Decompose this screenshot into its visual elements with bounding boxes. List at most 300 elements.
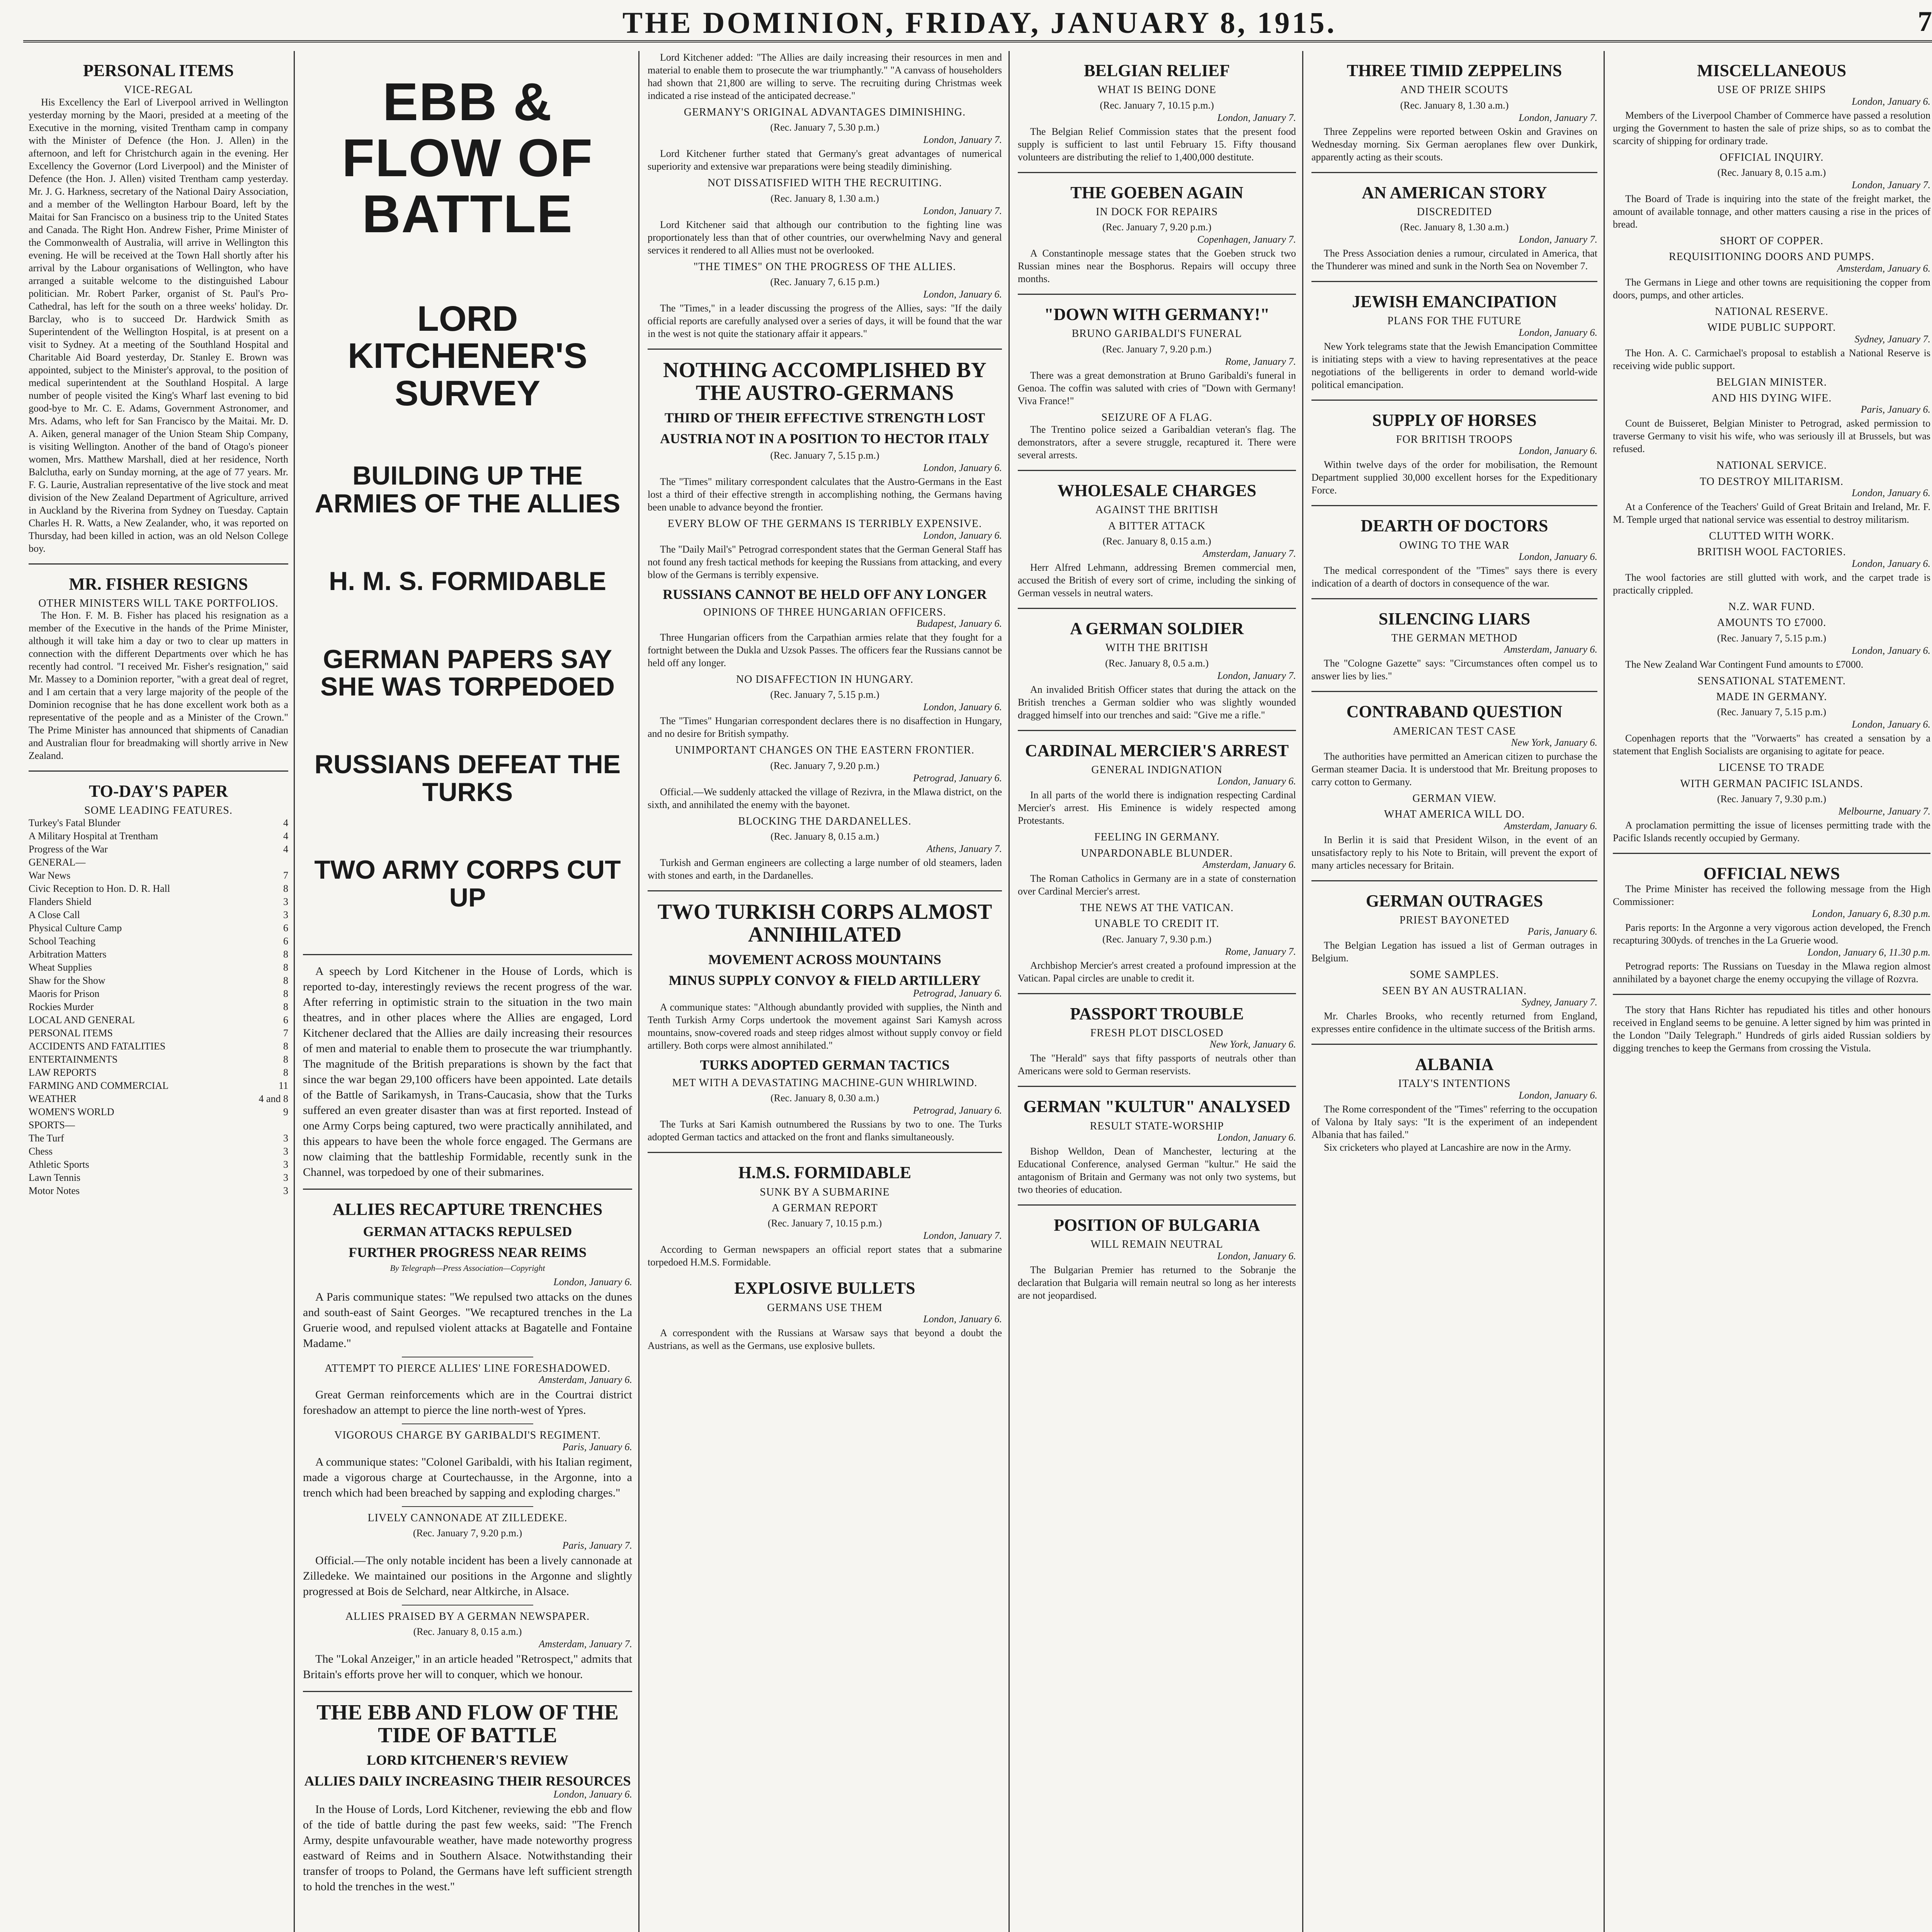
subhead: WHAT AMERICA WILL DO. [1384, 808, 1525, 821]
divider [1018, 730, 1296, 731]
contents-title: The Turf [29, 1132, 64, 1144]
subhead: GERMAN ATTACKS REPULSED [363, 1224, 572, 1240]
subhead: SEIZURE OF A FLAG. [1101, 411, 1213, 423]
dateline-place: London, January 7. [1519, 112, 1597, 123]
headline-building-armies: BUILDING UP THE ARMIES OF THE ALLIES [315, 461, 621, 518]
article-text: A communique states: "Colonel Garibaldi, with his Italian regiment, made a vigorous charge at Courtechausse, in the Argonne, into a trench which had been breached by sapping and exploding charges." [303, 1455, 632, 1499]
dateline-place: Rome, January 7. [1225, 946, 1296, 957]
headline: ALLIES PRAISED BY A GERMAN NEWSPAPER. [345, 1610, 590, 1622]
dateline-place: London, January 7. [1217, 112, 1296, 123]
contents-page: 8 [283, 1053, 288, 1065]
headline: GERMAN "KULTUR" ANALYSED [1023, 1097, 1291, 1116]
contents-row [29, 1171, 288, 1184]
article-text: The Trentino police seized a Garibaldian veteran's flag. The demonstrators, after a severe struggle, recaptured it. There were several arrests. [1018, 424, 1296, 461]
dateline-place: London, January 6. [1217, 1250, 1296, 1262]
article-text: Great German reinforcements which are in the Courtrai district foreshadow an attempt to pierce the line north-west of Ypres. [303, 1388, 632, 1417]
article-text: According to German newspapers an official report states that a submarine torpedoed H.M.S. Formidable. [648, 1244, 1002, 1268]
divider [1018, 608, 1296, 609]
dateline-place: London, January 6, 11.30 p.m. [1807, 947, 1930, 958]
headline: TURKS ADOPTED GERMAN TACTICS [700, 1057, 950, 1073]
subhead: MADE IN GERMANY. [1716, 691, 1827, 703]
divider [1018, 294, 1296, 295]
dateline-place: Sydney, January 7. [1521, 997, 1597, 1008]
divider [1018, 172, 1296, 173]
article-text: Official.—The only notable incident has been a lively cannonade at Zilledeke. We maintained our positions in the Argonne and slightly progressed at Bois de Selchard, near Altkirche, in Alsace. [303, 1554, 632, 1598]
contents-page: 6 [283, 1014, 288, 1026]
received-line: (Rec. January 8, 0.15 a.m.) [1102, 536, 1211, 547]
article-text: In all parts of the world there is indignation respecting Cardinal Mercier's arrest. His Eminence is widely respected among Protestants. [1018, 789, 1296, 827]
contents-row [29, 1066, 288, 1079]
headline: TWO TURKISH CORPS ALMOST ANNIHILATED [657, 900, 992, 947]
headline: CLUTTED WITH WORK. [1709, 530, 1835, 543]
article-text: The Rome correspondent of the "Times" referring to the occupation of Valona by Italy says: "It is the experiment of an independent Albania that has failed." [1311, 1103, 1597, 1140]
divider [1311, 880, 1597, 881]
contents-page: 8 [283, 948, 288, 960]
article-text: The "Times" military correspondent calculates that the Austro-Germans in the East lost a third of their effective strength in accomplishing nothing, the Germans having been unable to advance beyond the frontier. [648, 476, 1002, 513]
contents-page: 4 [283, 830, 288, 842]
contents-row [29, 1184, 288, 1197]
headline-official-news: OFFICIAL NEWS [1703, 864, 1840, 883]
received-line: (Rec. January 7, 9.20 p.m.) [1102, 343, 1212, 355]
headline: DEARTH OF DOCTORS [1361, 516, 1548, 536]
subhead-vice-regal: VICE-REGAL [124, 84, 193, 96]
headline: H.M.S. FORMIDABLE [738, 1163, 912, 1182]
contents-title: LAW REPORTS [29, 1066, 97, 1078]
article-text: The "Daily Mail's" Petrograd correspondent states that the German General Staff has not found any fresh tactical methods for keeping the Russians from attacking, and every blow of the Germans is terribly expensive. [648, 543, 1002, 580]
contents-page: 8 [283, 988, 288, 999]
contents-row [29, 961, 288, 974]
article-text: Petrograd reports: The Russians on Tuesday in the Mlawa region almost annihilated by a bayonet charge the enemy occupying the village of Rozvra. [1613, 961, 1930, 985]
contents-page: 3 [283, 1132, 288, 1144]
headline: PASSPORT TROUBLE [1070, 1004, 1244, 1023]
dateline-place: London, January 6. [1852, 719, 1930, 730]
contents-row [29, 895, 288, 908]
received-line: (Rec. January 7, 9.20 p.m.) [413, 1527, 522, 1539]
subhead: PRIEST BAYONETED [1399, 914, 1510, 927]
contents-row [29, 1145, 288, 1158]
dateline-place: New York, January 6. [1511, 737, 1597, 748]
headline: NOTHING ACCOMPLISHED BY THE AUSTRO-GERMANS [663, 358, 986, 405]
contents-title: Arbitration Matters [29, 948, 107, 960]
subhead: UNPARDONABLE BLUNDER. [1081, 847, 1233, 859]
headline: AN AMERICAN STORY [1362, 183, 1547, 202]
contents-page: 11 [278, 1080, 288, 1091]
subhead: OTHER MINISTERS WILL TAKE PORTFOLIOS. [38, 597, 279, 609]
divider [1613, 853, 1930, 854]
subhead: WITH THE BRITISH [1105, 642, 1208, 654]
contents-page: 8 [283, 961, 288, 973]
contents-row [29, 922, 288, 935]
headline: WHOLESALE CHARGES [1057, 481, 1257, 500]
contents-title: GENERAL— [29, 856, 86, 868]
headline: THE GOEBEN AGAIN [1070, 183, 1243, 202]
article-text: A correspondent with the Russians at Warsaw says that beyond a doubt the Austrians, as well as the Germans, use explosive bullets. [648, 1327, 1002, 1352]
article-text: Copenhagen reports that the "Vorwaerts" has created a sensation by a statement that English Socialists are organising to agitate for peace. [1613, 733, 1930, 757]
divider [402, 1506, 534, 1507]
dateline-place: London, January 7. [1519, 234, 1597, 245]
article-text: The wool factories are still glutted with work, and the carpet trade is practically crippled. [1613, 571, 1930, 596]
headline: ALLIES RECAPTURE TRENCHES [332, 1199, 603, 1219]
headline: LICENSE TO TRADE [1718, 762, 1825, 774]
headline: BLOCKING THE DARDANELLES. [738, 815, 912, 827]
dateline-place: Petrograd, January 6. [913, 1105, 1002, 1116]
subhead: GENERAL INDIGNATION [1091, 764, 1223, 776]
headline: BELGIAN MINISTER. [1716, 376, 1827, 388]
subhead: USE OF PRIZE SHIPS [1717, 84, 1826, 96]
contents-title: LOCAL AND GENERAL [29, 1014, 135, 1026]
contents-title: Rockies Murder [29, 1001, 94, 1012]
subhead: AND HIS DYING WIFE. [1711, 392, 1832, 404]
column-2 [298, 51, 638, 1932]
contents-title: A Close Call [29, 909, 80, 920]
masthead [23, 5, 1932, 43]
headline-russians-defeat-turks: RUSSIANS DEFEAT THE TURKS [314, 750, 621, 807]
contents-title: Lawn Tennis [29, 1172, 81, 1183]
subhead: OWING TO THE WAR [1399, 539, 1510, 551]
article-text: A communique states: "Although abundantly provided with supplies, the Ninth and Tenth Turkish Army Corps undertook the movement against Sari Kamysh across mountains, snow-covered roads and steep ridges almost without supply convoy or field artillery. Both corps were almost annihilated." [648, 1002, 1002, 1051]
subhead: IN DOCK FOR REPAIRS [1096, 206, 1218, 218]
article-text: The medical correspondent of the "Times" says there is every indication of a dearth of doctors in consequence of the war. [1311, 565, 1597, 589]
column-rule [1009, 51, 1010, 1932]
received-line: (Rec. January 8, 0.15 a.m.) [1717, 167, 1826, 178]
divider [402, 1423, 534, 1424]
contents-row [29, 935, 288, 948]
contents-row [29, 1027, 288, 1040]
contents-title: SPORTS— [29, 1119, 75, 1131]
article-text: The "Herald" says that fifty passports of neutrals other than Americans were sold to German reservists. [1018, 1053, 1296, 1077]
subhead: ITALY'S INTENTIONS [1398, 1078, 1511, 1090]
headline: CARDINAL MERCIER'S ARREST [1025, 741, 1289, 760]
contents-list [29, 816, 288, 1197]
article-text: Three Hungarian officers from the Carpathian armies relate that they fought for a fortnight between the Dukla and Uzsok Passes. The officers fear the Russians cannot be held off any longer. [648, 631, 1002, 668]
contents-title: Turkey's Fatal Blunder [29, 817, 121, 828]
dateline-place: London, January 7. [923, 134, 1002, 146]
article-text: The authorities have permitted an American citizen to purchase the German steamer Dacia. It is understood that Mr. Breitung proposes to carry cotton to Germany. [1311, 751, 1597, 788]
dateline-place: London, January 6. [1852, 645, 1930, 656]
divider [303, 1189, 632, 1190]
dateline-place: Paris, January 6. [1527, 926, 1597, 937]
dateline-place: London, January 6. [1519, 551, 1597, 562]
subhead: SEEN BY AN AUSTRALIAN. [1382, 985, 1527, 997]
contents-title: Progress of the War [29, 843, 108, 855]
subhead: THE GERMAN METHOD [1391, 632, 1518, 645]
article-text: The Belgian Legation has issued a list of German outrages in Belgium. [1311, 940, 1597, 964]
headline: SHORT OF COPPER. [1719, 235, 1824, 247]
received-line: (Rec. January 7, 9.20 p.m.) [1102, 221, 1212, 233]
subhead: A GERMAN REPORT [772, 1202, 878, 1214]
headline: MISCELLANEOUS [1697, 61, 1847, 80]
contents-row [29, 882, 288, 895]
contents-title: WOMEN'S WORLD [29, 1106, 114, 1117]
subhead: ALLIES DAILY INCREASING THEIR RESOURCES [304, 1773, 631, 1789]
contents-row [29, 1158, 288, 1171]
contents-page: 3 [283, 1145, 288, 1157]
contents-title: Civic Reception to Hon. D. R. Hall [29, 883, 170, 894]
headline: SILENCING LIARS [1378, 609, 1531, 628]
headline-kitchener-survey: LORD KITCHENER'S SURVEY [348, 299, 587, 413]
dateline-place: Amsterdam, January 6. [1202, 859, 1296, 871]
headline-torpedoed: GERMAN PAPERS SAY SHE WAS TORPEDOED [320, 644, 615, 702]
contents-page: 6 [283, 922, 288, 934]
article-text: The Board of Trade is inquiring into the state of the freight market, the amount of available tonnage, and other matters causing a rise in the prices of bread. [1613, 193, 1930, 230]
subhead: REQUISITIONING DOORS AND PUMPS. [1669, 251, 1874, 263]
dateline-place: London, January 7. [1852, 179, 1930, 190]
divider [1311, 172, 1597, 173]
divider [1311, 691, 1597, 692]
contents-row [29, 1092, 288, 1105]
headline: "THE TIMES" ON THE PROGRESS OF THE ALLIES. [693, 260, 956, 273]
received-line: (Rec. January 7, 9.30 p.m.) [1102, 933, 1212, 945]
dateline-place: Amsterdam, January 6. [1837, 262, 1930, 274]
article-text: Official.—We suddenly attacked the village of Rezivra, in the Mlawa district, on the sixth, and annihilated the enemy with the bayonet. [648, 786, 1002, 810]
lead-article-text: A speech by Lord Kitchener in the House of Lords, which is reported to-day, interestingly reviews the recent progress of the war. After referring in optimistic strain to the situation in the two main theatres, and in other places where the Allies are engaged, Lord Kitchener declared that the Allies are daily increasing their resources of men and material to enable them to prosecute the war triumphantly. The magnitude of the British preparations is shown by the fact that since the war began 29,100 officers have been appointed. Late details of the Battle of Sarikamysh, in Trans-Caucasia, show that the Turks suffered an even greater disaster than was at first reported. Instead of one Army Corps being captured, two were practically annihilated, and this appears to have been the whole force engaged. The Germans are now claiming that the battleship Formidable, recently sunk in the Channel, was torpedoed by one of their submarines. [303, 964, 632, 1179]
subhead: AGAINST THE BRITISH [1095, 504, 1219, 516]
article-text: Count de Buisseret, Belgian Minister to Petrograd, asked permission to traverse Germany to visit his wife, who was seriously ill at Brussels, but was refused. [1613, 418, 1930, 455]
divider [1018, 993, 1296, 994]
contents-page: 8 [283, 975, 288, 986]
article-text: Members of the Liverpool Chamber of Commerce have passed a resolution urging the Government to hasten the sale of prize ships, so as to combat the scarcity of shipping for ordinary trade. [1613, 109, 1930, 146]
article-text: Bishop Welldon, Dean of Manchester, lecturing at the Educational Conference, analysed German "kultur." He said the antagonism of Britain and Germany was not only two systems, but two theories of education. [1018, 1145, 1296, 1195]
contents-page: 7 [283, 869, 288, 881]
divider [1311, 281, 1597, 282]
contents-page: 7 [283, 1027, 288, 1039]
dateline-place: London, January 6. [1519, 445, 1597, 457]
dateline-place: London, January 6. [553, 1276, 632, 1287]
subhead: FURTHER PROGRESS NEAR REIMS [349, 1244, 587, 1260]
headline: ATTEMPT TO PIERCE ALLIES' LINE FORESHADOWED. [325, 1362, 611, 1374]
article-text: Paris reports: In the Argonne a very vigorous action developed, the French recapturing 300yds. of trenches in the La Gruerie wood. [1613, 922, 1930, 946]
divider [1311, 1044, 1597, 1045]
divider [1311, 400, 1597, 401]
dateline-place: Paris, January 7. [562, 1539, 632, 1551]
contents-title: School Teaching [29, 935, 96, 947]
dateline-place: London, January 6. [1852, 487, 1930, 499]
subhead: TO DESTROY MILITARISM. [1699, 475, 1844, 488]
dateline-place: Rome, January 7. [1225, 355, 1296, 367]
dateline-place: Copenhagen, January 7. [1197, 234, 1296, 245]
article-text: The Roman Catholics in Germany are in a state of consternation over Cardinal Mercier's arrest. [1018, 873, 1296, 897]
subhead: FRESH PLOT DISCLOSED [1090, 1027, 1224, 1039]
headline: CONTRABAND QUESTION [1346, 702, 1563, 721]
contents-row [29, 1014, 288, 1027]
contents-title: Athletic Sports [29, 1158, 89, 1170]
headline: EVERY BLOW OF THE GERMANS IS TERRIBLY EXPENSIVE. [667, 518, 982, 530]
headline-todays-paper: TO-DAY'S PAPER [89, 782, 228, 801]
headline: OFFICIAL INQUIRY. [1719, 151, 1824, 163]
subhead: OPINIONS OF THREE HUNGARIAN OFFICERS. [703, 606, 946, 618]
article-text: The Turks at Sari Kamish outnumbered the Russians by two to one. The Turks adopted German tactics and attacked on the front and flanks simultaneously. [648, 1119, 1002, 1143]
article-text: Lord Kitchener said that although our contribution to the fighting line was proportionately less than that of other countries, our overwhelming Navy and general services it rendered to all Allies must not be overlooked. [648, 219, 1002, 256]
dateline-place: Athens, January 7. [927, 843, 1002, 855]
received-line: (Rec. January 7, 5.15 p.m.) [770, 450, 879, 461]
dateline-place: Paris, January 6. [562, 1441, 632, 1452]
article-text: The Hon. A. C. Carmichael's proposal to establish a National Reserve is receiving wide public support. [1613, 347, 1930, 371]
article-text: At a Conference of the Teachers' Guild of Great Britain and Ireland, Mr. F. M. Temple urged that national service was essential to destroy militarism. [1613, 501, 1930, 526]
dateline-place: London, January 6. [923, 1313, 1002, 1325]
headline-ebb-flow: EBB & FLOW OF BATTLE [342, 72, 594, 244]
article-text: Three Zeppelins were reported between Oskin and Gravines on Wednesday morning. Six German aeroplanes flew over Dunkirk, apparently acting as their scouts. [1311, 126, 1597, 163]
headline: NATIONAL SERVICE. [1716, 459, 1827, 472]
article-text: Mr. Charles Brooks, who recently returned from England, expresses entire confidence in the ultimate success of the British arms. [1311, 1010, 1597, 1035]
contents-row [29, 843, 288, 856]
subhead: SOME SAMPLES. [1410, 969, 1499, 981]
subhead: THIRD OF THEIR EFFECTIVE STRENGTH LOST [664, 410, 985, 425]
headline: GERMANY'S ORIGINAL ADVANTAGES DIMINISHING. [684, 106, 966, 118]
received-line: (Rec. January 8, 0.15 a.m.) [413, 1626, 522, 1638]
contents-page: 8 [283, 1066, 288, 1078]
contents-page: 6 [283, 935, 288, 947]
dateline-place: London, January 6. [1217, 776, 1296, 787]
column-rule [1604, 51, 1605, 1932]
contents-title: Chess [29, 1145, 53, 1157]
headline: UNIMPORTANT CHANGES ON THE EASTERN FRONTIER. [675, 744, 975, 757]
dateline-place: Petrograd, January 6. [913, 772, 1002, 784]
headline: "DOWN WITH GERMANY!" [1044, 305, 1270, 324]
masthead-title: THE DOMINION, FRIDAY, JANUARY 8, 1915. [622, 6, 1337, 39]
subhead: WITH GERMAN PACIFIC ISLANDS. [1680, 777, 1863, 790]
contents-title: Shaw for the Show [29, 975, 105, 986]
contents-row [29, 974, 288, 987]
received-line: (Rec. January 7, 5.15 p.m.) [770, 689, 879, 701]
contents-row [29, 1119, 288, 1132]
dateline-place: Amsterdam, January 6. [1504, 644, 1597, 655]
article-text: A Constantinople message states that the Goeben struck two Russian mines near the Bosphorus. Repairs will occupy three months. [1018, 248, 1296, 285]
divider [303, 954, 632, 955]
article-text: The story that Hans Richter has repudiated his titles and other honours received in England seems to be genuine. A letter signed by him was printed in the London "Daily Telegraph." Hundreds of girls aided Russian soldiers by digging trenches to keep the Germans from crossing the Vistula. [1613, 1004, 1930, 1054]
article-text: Lord Kitchener further stated that Germany's great advantages of numerical superiority and extensive war preparations were being steadily diminishing. [648, 148, 1002, 172]
headline: POSITION OF BULGARIA [1054, 1215, 1260, 1235]
subhead: MOVEMENT ACROSS MOUNTAINS [708, 951, 941, 967]
article-text: The Germans in Liege and other towns are requisitioning the copper from doors, pumps, and other articles. [1613, 276, 1930, 301]
dateline-place: London, January 6. [923, 462, 1002, 474]
contents-page: 4 [283, 817, 288, 828]
contents-title: Flanders Shield [29, 896, 92, 907]
received-line: (Rec. January 8, 0.30 a.m.) [770, 1092, 879, 1104]
dateline-place: New York, January 6. [1209, 1039, 1296, 1050]
article-text: Archbishop Mercier's arrest created a profound impression at the Vatican. Papal circles are unable to credit it. [1018, 959, 1296, 984]
contents-page: 3 [283, 896, 288, 907]
dateline-place: Melbourne, January 7. [1838, 806, 1930, 817]
contents-page: 8 [283, 1040, 288, 1052]
contents-row [29, 1000, 288, 1014]
contents-title: Wheat Supplies [29, 961, 92, 973]
article-text: There was a great demonstration at Bruno Garibaldi's funeral in Genoa. The coffin was saluted with cries of "Down with Germany! Viva France!" [1018, 369, 1296, 406]
article-text: The "Times" Hungarian correspondent declares there is no disaffection in Hungary, and no desire for British sympathy. [648, 715, 1002, 740]
headline: NATIONAL RESERVE. [1715, 305, 1828, 318]
headline: GERMAN OUTRAGES [1366, 891, 1543, 910]
dateline-place: London, January 6. [553, 1788, 632, 1800]
dateline-place: London, January 7. [923, 1230, 1002, 1242]
contents-page: 3 [283, 1185, 288, 1196]
article-text: New York telegrams state that the Jewish Emancipation Committee is initiating steps with a view to having representatives at the peace negotiations of the belligerents in order to demand world-wide political emancipation. [1311, 340, 1597, 390]
headline: THREE TIMID ZEPPELINS [1347, 61, 1562, 80]
divider [1018, 470, 1296, 471]
contents-row [29, 869, 288, 882]
subhead: WHAT IS BEING DONE [1097, 84, 1216, 96]
divider [1018, 1086, 1296, 1087]
article-text: The Press Association denies a rumour, circulated in America, that the Thunderer was mined and sunk in the North Sea on November 7. [1311, 248, 1597, 272]
divider [1311, 505, 1597, 506]
dateline-place: London, January 6, 8.30 p.m. [1812, 908, 1930, 920]
received-line: (Rec. January 7, 5.15 p.m.) [1717, 706, 1827, 718]
divider [648, 1152, 1002, 1153]
dateline-place: London, January 6. [923, 701, 1002, 713]
headline: EXPLOSIVE BULLETS [734, 1279, 915, 1298]
subhead: BRUNO GARIBALDI'S FUNERAL [1071, 328, 1242, 340]
contents-title: ACCIDENTS AND FATALITIES [29, 1040, 166, 1052]
headline: SUPPLY OF HORSES [1372, 410, 1537, 430]
contents-row [29, 1053, 288, 1066]
contents-title: Maoris for Prison [29, 988, 100, 999]
subhead: GERMANS USE THEM [767, 1301, 883, 1314]
dateline-place: Amsterdam, January 7. [1202, 548, 1296, 560]
column-1 [23, 51, 294, 1932]
divider [29, 563, 288, 565]
column-rule [1302, 51, 1303, 1932]
dateline-place: London, January 7. [923, 205, 1002, 216]
contents-page: 4 and 8 [259, 1093, 288, 1104]
subhead: MINUS SUPPLY CONVOY & FIELD ARTILLERY [668, 972, 981, 988]
headline-formidable: H. M. S. FORMIDABLE [329, 566, 606, 596]
contents-row [29, 948, 288, 961]
received-line: (Rec. January 8, 1.30 a.m.) [1400, 221, 1509, 233]
contents-row [29, 856, 288, 869]
headline: BELGIAN RELIEF [1084, 61, 1230, 80]
received-line: (Rec. January 8, 1.30 a.m.) [770, 192, 879, 204]
column-rule [638, 51, 639, 1932]
headline: RUSSIANS CANNOT BE HELD OFF ANY LONGER [663, 586, 987, 602]
article-text: Lord Kitchener added: "The Allies are daily increasing their resources in men and material to enable them to prosecute the war triumphantly." "A canvass of householders had shown that 21,800 are willing to serve. The recruiting during Christmas week indicated a rise instead of the anticipated decrease." [648, 52, 1002, 101]
column-4 [1012, 51, 1301, 1932]
divider [648, 890, 1002, 891]
received-line: (Rec. January 7, 9.30 p.m.) [1717, 793, 1827, 805]
article-text: Herr Alfred Lehmann, addressing Bremen commercial men, accused the British of every sort of crime, including the sinking of German vessels in neutral waters. [1018, 562, 1296, 599]
headline-two-corps: TWO ARMY CORPS CUT UP [314, 855, 621, 912]
contents-row [29, 816, 288, 830]
received-line: (Rec. January 7, 10.15 p.m.) [767, 1218, 882, 1229]
divider [1613, 994, 1930, 995]
divider [29, 770, 288, 772]
contents-title: ENTERTAINMENTS [29, 1053, 118, 1065]
contents-page: 9 [283, 1106, 288, 1117]
contents-page [273, 856, 288, 869]
headline: LIVELY CANNONADE AT ZILLEDEKE. [367, 1512, 568, 1524]
headline: N.Z. WAR FUND. [1728, 600, 1815, 613]
contents-row [29, 1040, 288, 1053]
subhead: SOME LEADING FEATURES. [84, 804, 233, 817]
article-text: The New Zealand War Contingent Fund amounts to £7000. [1625, 658, 1864, 670]
subhead: FOR BRITISH TROOPS [1396, 433, 1513, 446]
column-6 [1607, 51, 1932, 1932]
headline: NOT DISSATISFIED WITH THE RECRUITING. [707, 177, 942, 189]
page-number: 7 [1918, 6, 1932, 37]
dateline-place: Amsterdam, January 7. [539, 1638, 632, 1650]
contents-title: FARMING AND COMMERCIAL [29, 1080, 169, 1091]
subhead: BRITISH WOOL FACTORIES. [1697, 546, 1846, 558]
column-5 [1306, 51, 1603, 1932]
contents-row [29, 1105, 288, 1119]
dateline-place: London, January 6. [1519, 327, 1597, 338]
contents-row [29, 908, 288, 922]
subhead: RESULT STATE-WORSHIP [1090, 1120, 1224, 1132]
contents-page: 8 [283, 883, 288, 894]
dateline-place: Sydney, January 7. [1854, 333, 1930, 345]
dateline-place: London, January 6. [923, 289, 1002, 300]
article-text: Six cricketers who played at Lancashire are now in the Army. [1324, 1141, 1571, 1153]
article-text: The "Lokal Anzeiger," in an article headed "Retrospect," admits that Britain's efforts prove her will to conquer, which we honour. [303, 1653, 632, 1681]
contents-row [29, 1132, 288, 1145]
divider [1311, 598, 1597, 599]
